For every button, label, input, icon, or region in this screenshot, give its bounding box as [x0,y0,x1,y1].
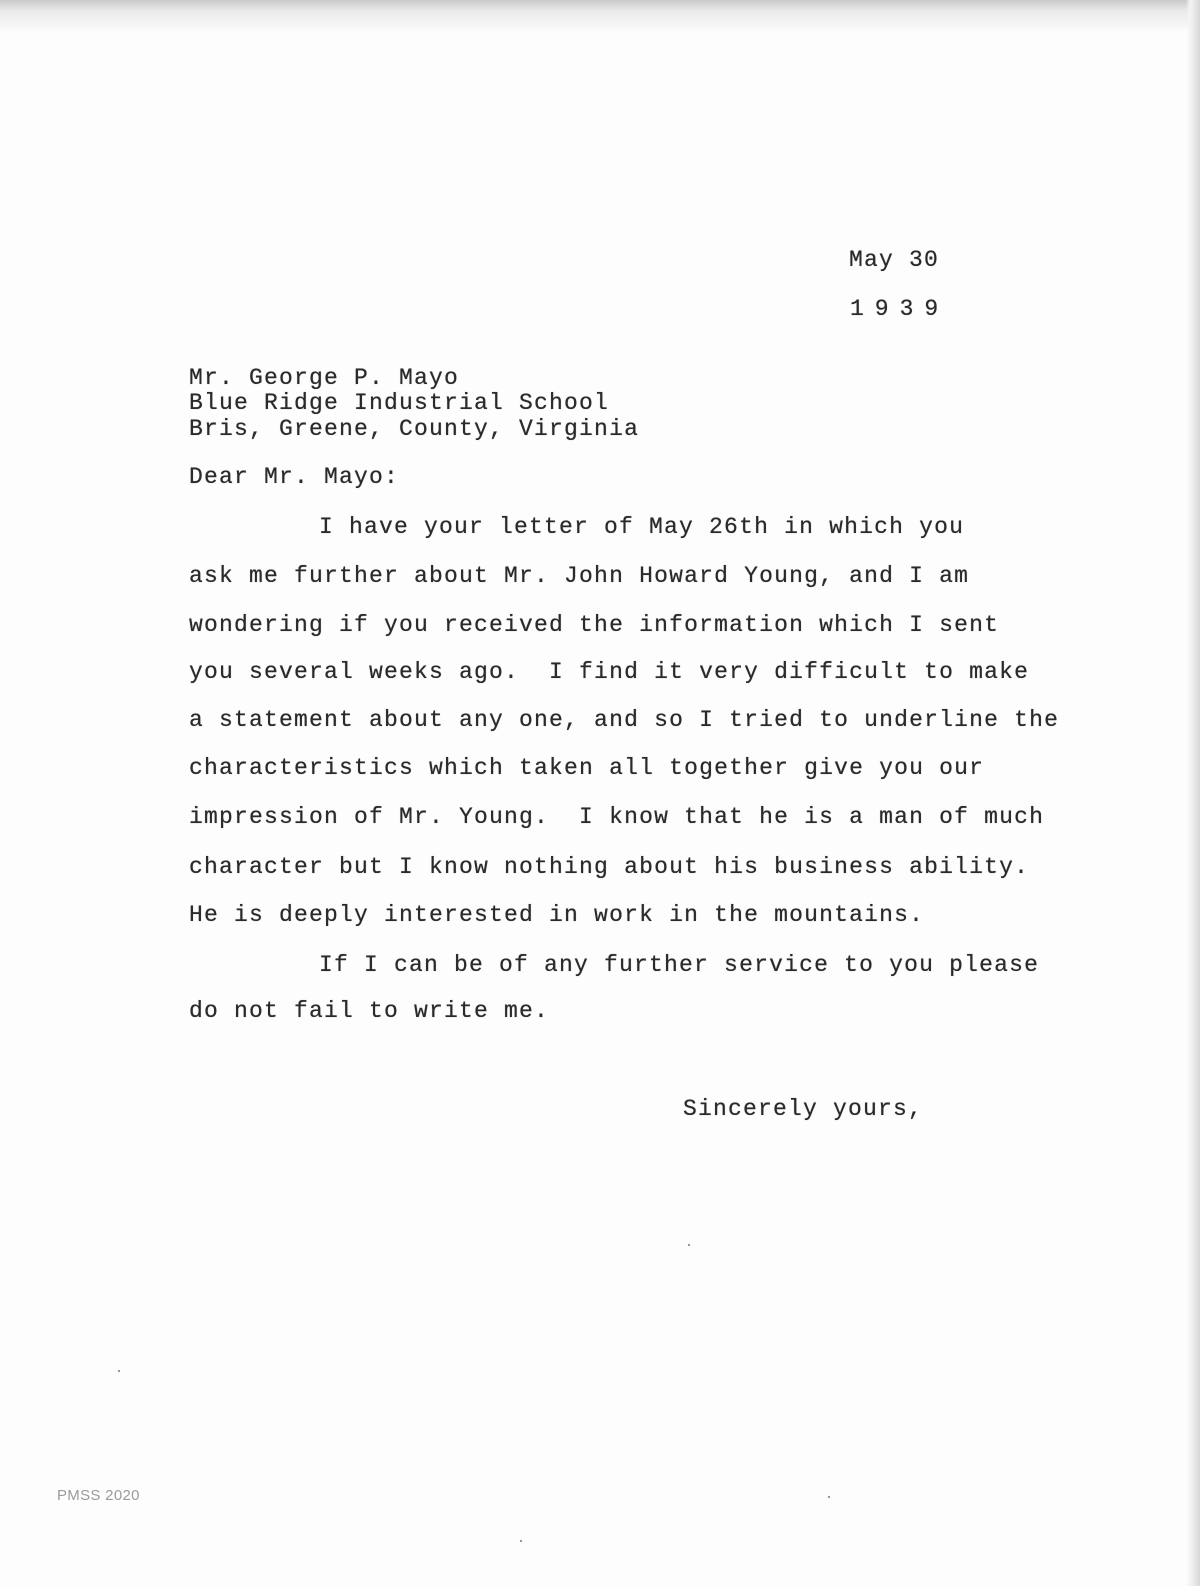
recipient-location: Bris, Greene, County, Virginia [189,416,640,442]
scan-speck [520,1540,522,1542]
body-line: you several weeks ago. I find it very difficult to make [189,659,1030,685]
body-line: If I can be of any further service to you please [319,952,1040,978]
salutation: Dear Mr. Mayo: [189,464,400,490]
body-line: I have your letter of May 26th in which you [319,514,965,540]
scan-speck [688,1244,690,1246]
scan-top-edge [0,0,1200,30]
closing: Sincerely yours, [683,1096,924,1122]
body-line: He is deeply interested in work in the mountains. [189,902,925,928]
scan-speck [118,1370,120,1372]
body-line: wondering if you received the information which I sent [189,612,1000,638]
body-line: a statement about any one, and so I tried to underline the [189,707,1060,733]
date-month-day: May 30 [849,247,940,273]
date-year: 1939 [850,296,950,322]
body-line: do not fail to write me. [189,998,550,1024]
body-line: impression of Mr. Young. I know that he is a man of much [189,804,1045,830]
scan-speck [828,1496,830,1498]
recipient-institution: Blue Ridge Industrial School [189,390,610,416]
archive-watermark: PMSS 2020 [57,1487,140,1504]
body-line: ask me further about Mr. John Howard Young, and I am [189,563,970,589]
scan-right-edge [1186,0,1200,1586]
body-line: character but I know nothing about his business ability. [189,854,1030,880]
recipient-name: Mr. George P. Mayo [189,365,460,391]
body-line: characteristics which taken all together give you our [189,755,985,781]
